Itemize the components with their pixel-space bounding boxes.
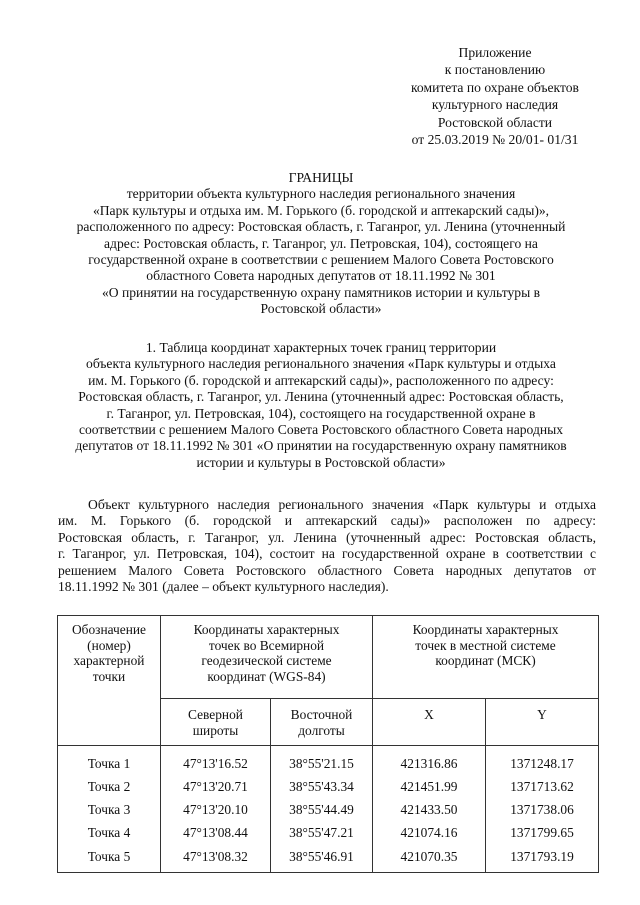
table-row — [58, 746, 599, 776]
title-line: государственной охране в соответствии с решением Малого Совета Ростовского — [88, 251, 554, 267]
section-heading-block — [48, 340, 594, 471]
table-row — [58, 822, 599, 845]
point-y: 1371248.17 — [486, 746, 599, 776]
header-north-latitude: Северной широты — [161, 699, 271, 746]
title-line: расположенного по адресу: Ростовская область, г. Таганрог, ул. Ленина (уточненный — [76, 219, 566, 235]
point-name: Точка 2 — [58, 775, 161, 798]
point-y: 1371738.06 — [486, 798, 599, 821]
point-longitude: 38°55'46.91 — [271, 845, 373, 873]
point-name: Точка 3 — [58, 798, 161, 821]
point-x: 421433.50 — [373, 798, 486, 821]
section-line: истории и культуры в Ростовской области» — [196, 454, 446, 470]
point-x: 421451.99 — [373, 775, 486, 798]
point-longitude: 38°55'47.21 — [271, 822, 373, 845]
table-row — [58, 775, 599, 798]
point-x: 421074.16 — [373, 822, 486, 845]
header-east-longitude: Восточной долготы — [271, 699, 373, 746]
appendix-line: комитета по охране объектов — [411, 79, 579, 95]
header-msk: Координаты характерных точек в местной системе координат (МСК) — [373, 616, 599, 699]
header-x: X — [373, 699, 486, 746]
header-y: Y — [486, 699, 599, 746]
appendix-line: Ростовской области — [437, 114, 553, 130]
point-longitude: 38°55'21.15 — [271, 746, 373, 776]
point-latitude: 47°13'08.44 — [161, 822, 271, 845]
section-line: Ростовская область, г. Таганрог, ул. Ленина (уточненный адрес: Ростовская область, — [78, 389, 564, 405]
title-line: территории объекта культурного наследия регионального значения — [126, 186, 516, 202]
appendix-line: от 25.03.2019 № 20/01- 01/31 — [411, 131, 579, 147]
section-line: им. М. Горького (б. городской и аптекарский сады)», расположенного по адресу: — [88, 372, 554, 388]
point-y: 1371713.62 — [486, 775, 599, 798]
paragraph-line: 18.11.1992 № 301 (далее – объект культурного наследия). — [58, 578, 389, 594]
paragraph-line: г. Таганрог, ул. Петровская, 104), состоит на государственной охране в соответствии с — [58, 546, 596, 562]
paragraph-line: Ростовская область, г. Таганрог, ул. Ленина (уточненный адрес: Ростовская область, — [58, 529, 596, 545]
point-name: Точка 5 — [58, 845, 161, 873]
paragraph-line: им. М. Горького (б. городской и аптекарский сады)» расположен по адресу: — [58, 513, 596, 529]
section-line: г. Таганрог, ул. Петровская, 104), состоящего на государственной охране в — [106, 405, 536, 421]
title-line: областного Совета народных депутатов от 18.11.1992 № 301 — [146, 268, 496, 284]
title-line: Ростовской области» — [260, 301, 382, 317]
title-block — [48, 170, 594, 318]
point-latitude: 47°13'08.32 — [161, 845, 271, 873]
section-line: соответствии с решением Малого Совета Ростовского областного Совета народных — [78, 421, 564, 437]
point-y: 1371793.19 — [486, 845, 599, 873]
point-name: Точка 4 — [58, 822, 161, 845]
body-paragraph — [58, 497, 596, 595]
point-latitude: 47°13'20.10 — [161, 798, 271, 821]
point-y: 1371799.65 — [486, 822, 599, 845]
appendix-line: Приложение — [458, 45, 532, 60]
appendix-line: к постановлению — [444, 62, 546, 78]
point-x: 421316.86 — [373, 746, 486, 776]
point-latitude: 47°13'16.52 — [161, 746, 271, 776]
appendix-line: культурного наследия — [431, 97, 559, 113]
paragraph-line: решением Малого Совета Ростовского областного Совета народных депутатов от — [58, 562, 596, 578]
point-longitude: 38°55'44.49 — [271, 798, 373, 821]
header-designation: Обозначение (номер) характерной точки — [58, 616, 161, 746]
title-line: «О принятии на государственную охрану памятников истории и культуры в — [101, 284, 541, 300]
point-longitude: 38°55'43.34 — [271, 775, 373, 798]
point-latitude: 47°13'20.71 — [161, 775, 271, 798]
title-line: «Парк культуры и отдыха им. М. Горького (б. городской и аптекарский сады)», — [92, 202, 550, 218]
section-line: 1. Таблица координат характерных точек границ территории — [145, 340, 497, 355]
title-line: адрес: Ростовская область, г. Таганрог, ул. Петровская, 104), состоящего на — [104, 235, 538, 251]
section-line: депутатов от 18.11.1992 № 301 «О принятии на государственную охрану памятников — [75, 438, 567, 454]
table-row — [58, 798, 599, 821]
point-name: Точка 1 — [58, 746, 161, 776]
table-row — [58, 845, 599, 873]
paragraph-line: Объект культурного наследия регионального значения «Парк культуры и отдыха — [88, 497, 596, 512]
appendix-block — [395, 45, 595, 149]
point-x: 421070.35 — [373, 845, 486, 873]
section-line: объекта культурного наследия регионального значения «Парк культуры и отдыха — [86, 356, 556, 372]
header-wgs: Координаты характерных точек во Всемирной геодезической системе координат (WGS-84) — [161, 616, 373, 699]
coordinates-table — [57, 615, 599, 873]
document-heading: ГРАНИЦЫ — [288, 170, 354, 185]
